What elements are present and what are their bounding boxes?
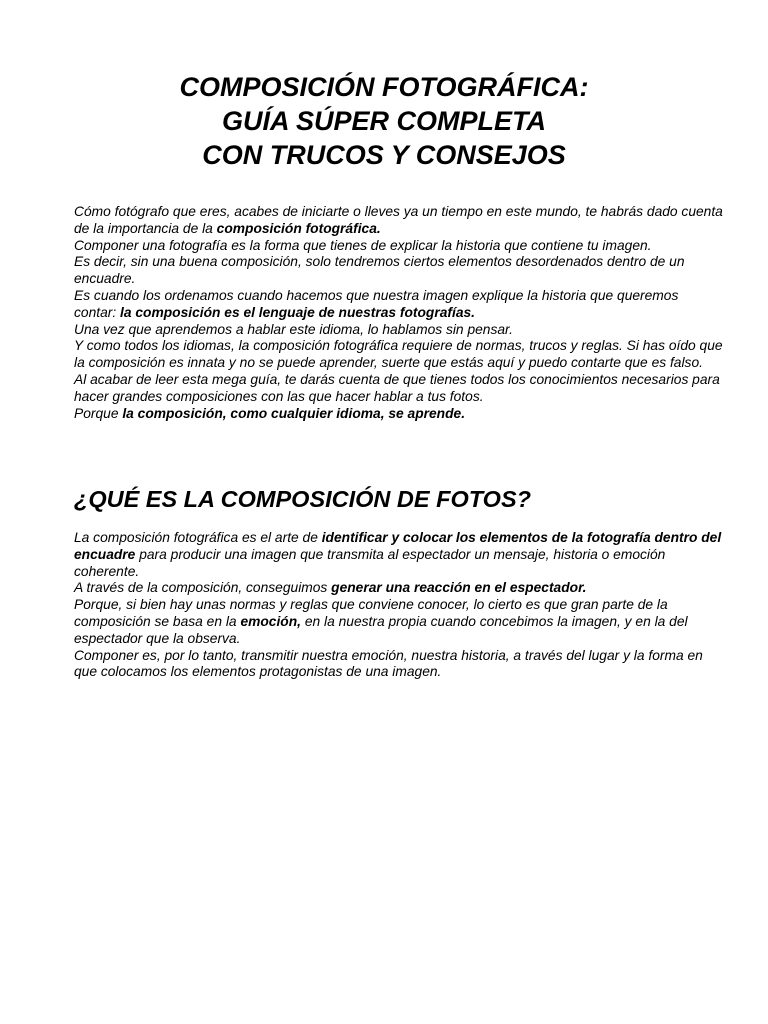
section-emphasis-2: generar una reacción en el espectador.	[331, 580, 587, 596]
intro-paragraph-3: Es decir, sin una buena composición, solo tendremos ciertos elementos desordenados dentro de un encuadre.	[74, 254, 685, 287]
intro-emphasis-8: la composición, como cualquier idioma, se aprende.	[122, 405, 466, 421]
intro-emphasis-4: la composición es el lenguaje de nuestras fotografías.	[120, 304, 476, 320]
section-emphasis-3: emoción,	[240, 613, 302, 629]
section-heading: ¿QUÉ ES LA COMPOSICIÓN DE FOTOS?	[74, 486, 531, 512]
intro-section	[74, 204, 724, 422]
title-line-1: COMPOSICIÓN FOTOGRÁFICA:	[179, 72, 589, 102]
section-emphasis-1: identificar y colocar los elementos de la fotografía dentro del encuadre	[74, 530, 722, 562]
title-line-3: CON TRUCOS Y CONSEJOS	[202, 140, 566, 170]
title-line-2: GUÍA SÚPER COMPLETA	[221, 106, 546, 136]
intro-paragraph-6: Y como todos los idiomas, la composición fotográfica requiere de normas, trucos y reglas. Si has oído que la composición es innata y no se puede aprender, suerte que estás aquí y puedo contarte que es falso.	[74, 338, 723, 371]
intro-paragraph-1: Cómo fotógrafo que eres, acabes de iniciarte o lleves ya un tiempo en este mundo, te habrás dado cuenta de la importancia de la composición fotográfica.	[74, 204, 723, 236]
intro-paragraph-7: Al acabar de leer esta mega guía, te darás cuenta de que tienes todos los conocimientos necesarios para hacer grandes composiciones con las que hacer hablar a tus fotos.	[74, 371, 720, 404]
section-paragraph-2: A través de la composición, conseguimos generar una reacción en el espectador.	[74, 580, 587, 596]
section-paragraph-3: Porque, si bien hay unas normas y reglas que conviene conocer, lo cierto es que gran parte de la composición se basa en la emoción, en la nuestra propia cuando concebimos la imagen, y en la del espectador que la observa.	[74, 597, 688, 646]
what-is-composition-section	[74, 484, 724, 681]
intro-paragraph-8: Porque la composición, como cualquier idioma, se aprende.	[74, 405, 466, 421]
intro-paragraph-5: Una vez que aprendemos a hablar este idioma, lo hablamos sin pensar.	[74, 321, 513, 337]
section-paragraph-4: Componer es, por lo tanto, transmitir nuestra emoción, nuestra historia, a través del lugar y la forma en que colocamos los elementos protagonistas de una imagen.	[74, 647, 703, 680]
intro-emphasis-1: composición fotográfica.	[216, 220, 381, 236]
document-title	[0, 70, 768, 172]
intro-paragraph-2: Componer una fotografía es la forma que tienes de explicar la historia que contiene tu imagen.	[74, 237, 652, 253]
intro-paragraph-4: Es cuando los ordenamos cuando hacemos que nuestra imagen explique la historia que queremos contar: la composición es el lenguaje de nuestras fotografías.	[74, 287, 679, 320]
section-paragraph-1: La composición fotográfica es el arte de identificar y colocar los elementos de la fotografía dentro del encuadre para producir una imagen que transmita al espectador un mensaje, historia o emoción coherente.	[74, 530, 722, 579]
